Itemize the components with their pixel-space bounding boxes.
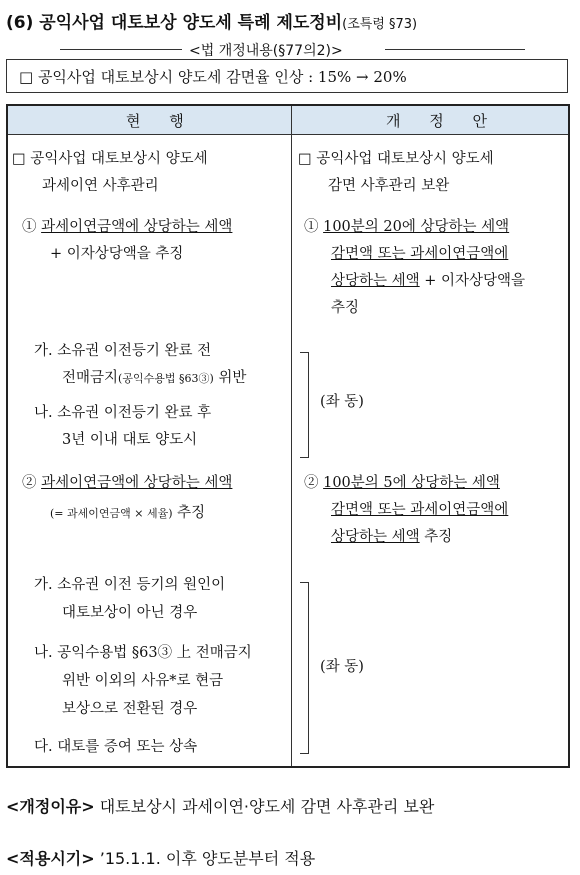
- comparison-table: [6, 104, 570, 768]
- divider-line-left: [60, 49, 182, 50]
- right-case1-line4: 추징: [331, 300, 360, 316]
- section-title: [6, 8, 417, 33]
- divider-line-right: [385, 49, 525, 50]
- bracket-group-2: [300, 582, 309, 754]
- right-case1-line3-tail: + 이자상당액을: [419, 273, 526, 289]
- right-item-title-2: 감면 사후관리 보완: [328, 178, 450, 194]
- left-ga1-ref: (공익수용법 §63③): [118, 372, 214, 385]
- right-case2-line3: [331, 524, 452, 551]
- right-case2: [304, 470, 500, 497]
- left-case1-num: ①: [22, 219, 37, 235]
- apply-label: <적용시기>: [6, 849, 95, 868]
- left-na1-line1: 나. 소유권 이전등기 완료 후: [34, 405, 212, 421]
- left-case2-underlined: 과세이연금액에 상당하는 세액: [41, 475, 233, 491]
- section-title-main: (6) 공익사업 대토보상 양도세 특례 제도정비: [6, 13, 343, 33]
- left-item-title-2: 과세이연 사후관리: [42, 178, 159, 194]
- left-ga1-line2: [62, 365, 246, 392]
- apply-line: [6, 846, 315, 869]
- right-case2-line1: 100분의 5에 상당하는 세액: [323, 475, 500, 491]
- right-case2-line2: 감면액 또는 과세이연금액에: [331, 502, 509, 518]
- left-case2-num: ②: [22, 475, 37, 491]
- left-na1-line2: 3년 이내 대토 양도시: [62, 432, 198, 448]
- section-title-ref: (조특령 §73): [342, 17, 418, 32]
- header-current: 현 행: [126, 112, 196, 130]
- left-na2-line1: 나. 공익수용법 §63③ 上 전매금지: [34, 645, 252, 661]
- left-ga1-tail: 위반: [213, 370, 247, 386]
- right-case1-line3-under: 상당하는 세액: [331, 273, 420, 289]
- right-same-2: (좌 동): [320, 659, 364, 675]
- right-case1: [304, 214, 509, 241]
- left-case2-rest: [50, 500, 205, 527]
- reason-line: [6, 794, 434, 817]
- left-item-title-1: □ 공익사업 대토보상시 양도세: [12, 151, 208, 167]
- right-case1-num: ①: [304, 219, 319, 235]
- right-case1-line3: [331, 268, 525, 295]
- summary-box: □ 공익사업 대토보상시 양도세 감면율 인상 : 15% → 20%: [6, 59, 568, 93]
- law-change-heading-text: <법 개정내용(§77의2)>: [189, 40, 343, 60]
- bracket-group-1: [300, 352, 309, 458]
- left-case1-rest: + 이자상당액을 추징: [50, 246, 184, 262]
- law-change-heading: [0, 39, 580, 59]
- right-case1-line1: 100분의 20에 상당하는 세액: [323, 219, 510, 235]
- table-header: [8, 106, 568, 135]
- left-ga2-line2: 대토보상이 아닌 경우: [62, 605, 198, 621]
- left-ga2-line1: 가. 소유권 이전 등기의 원인이: [34, 577, 226, 593]
- left-na2-line3: 보상으로 전환된 경우: [62, 701, 198, 717]
- left-case2: [22, 470, 232, 497]
- right-case2-line3-tail: 추징: [419, 529, 453, 545]
- right-case1-line2: 감면액 또는 과세이연금액에: [331, 246, 509, 262]
- left-case2-formula: (= 과세이연금액 × 세율): [50, 507, 173, 520]
- column-divider: [291, 106, 292, 766]
- reason-text: 대토보상시 과세이연·양도세 감면 사후관리 보완: [94, 797, 435, 816]
- left-da2: 다. 대토를 증여 또는 상속: [34, 739, 198, 755]
- left-na2-line2: 위반 이외의 사유*로 현금: [62, 673, 224, 689]
- right-case2-line3-under: 상당하는 세액: [331, 529, 420, 545]
- right-item-title-1: □ 공익사업 대토보상시 양도세: [298, 151, 494, 167]
- apply-text: ’15.1.1. 이후 양도분부터 적용: [94, 849, 316, 868]
- right-same-1: (좌 동): [320, 394, 364, 410]
- header-proposed: 개 정 안: [386, 112, 500, 130]
- left-ga1-line1: 가. 소유권 이전등기 완료 전: [34, 343, 212, 359]
- left-case1: [22, 214, 232, 241]
- reason-label: <개정이유>: [6, 797, 95, 816]
- left-case1-underlined: 과세이연금액에 상당하는 세액: [41, 219, 233, 235]
- left-ga1-text: 전매금지: [62, 370, 119, 386]
- left-case2-tail: 추징: [172, 505, 206, 521]
- right-case2-num: ②: [304, 475, 319, 491]
